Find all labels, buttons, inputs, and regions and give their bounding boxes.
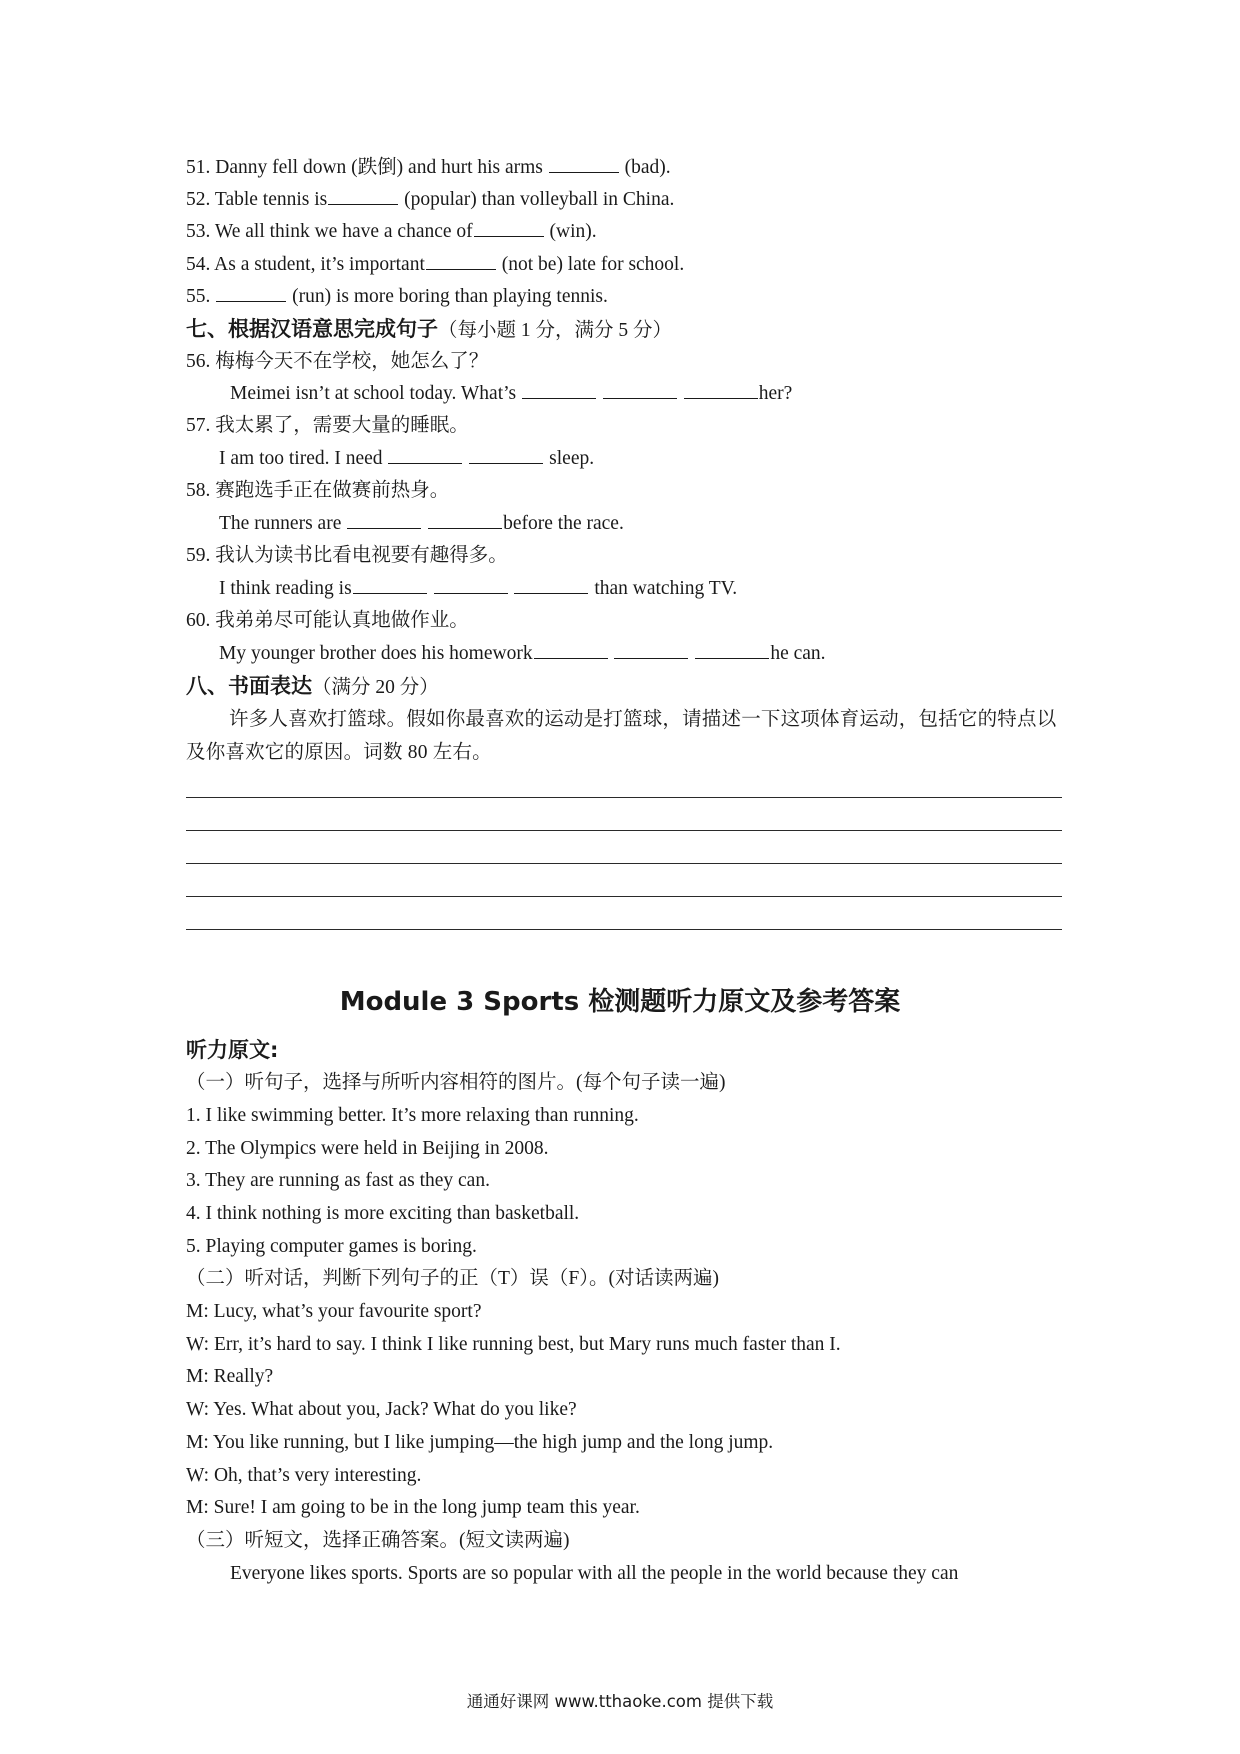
answer-blank[interactable] xyxy=(695,641,769,659)
writing-prompt: 许多人喜欢打篮球。假如你最喜欢的运动是打篮球，请描述一下这项体育运动，包括它的特点以及你喜欢它的原因。词数 80 左右。 xyxy=(186,709,1057,763)
part-1-line: 1. I like swimming better. It’s more relaxing than running. xyxy=(186,1105,639,1126)
dialogue-line: W: Oh, that’s very interesting. xyxy=(186,1465,422,1486)
writing-line[interactable] xyxy=(186,797,1062,798)
question-57-chinese: 57. 我太累了，需要大量的睡眠。 xyxy=(186,415,469,436)
answer-blank[interactable] xyxy=(347,511,421,529)
part-3-text: Everyone likes sports. Sports are so popular with all the people in the world because they can xyxy=(230,1563,959,1584)
question-59: I think reading is than watching TV. xyxy=(219,578,738,599)
dialogue-line: W: Err, it’s hard to say. I think I like running best, but Mary runs much faster than I. xyxy=(186,1334,841,1355)
section-7-heading: 七、根据汉语意思完成句子（每小题 1 分，满分 5 分） xyxy=(186,317,673,341)
question-52: 52. Table tennis is (popular) than volleyball in China. xyxy=(186,189,675,210)
listening-heading: 听力原文: xyxy=(186,1038,279,1062)
question-60: My younger brother does his homework he can. xyxy=(219,643,826,664)
part-2-title: （二）听对话，判断下列句子的正（T）误（F）。(对话读两遍) xyxy=(186,1268,719,1289)
question-53: 53. We all think we have a chance of (win). xyxy=(186,221,597,242)
answer-blank[interactable] xyxy=(426,252,496,270)
answer-blank[interactable] xyxy=(328,187,398,205)
answer-blank[interactable] xyxy=(522,381,596,399)
answer-blank[interactable] xyxy=(469,446,543,464)
question-59-chinese: 59. 我认为读书比看电视要有趣得多。 xyxy=(186,545,508,566)
question-56-chinese: 56. 梅梅今天不在学校，她怎么了？ xyxy=(186,351,489,372)
answer-blank[interactable] xyxy=(514,576,588,594)
part-3-title: （三）听短文，选择正确答案。(短文读两遍) xyxy=(186,1530,570,1551)
part-1-line: 5. Playing computer games is boring. xyxy=(186,1236,477,1257)
part-1-title: （一）听句子，选择与所听内容相符的图片。(每个句子读一遍) xyxy=(186,1072,726,1093)
answer-blank[interactable] xyxy=(474,219,544,237)
part-1-line: 4. I think nothing is more exciting than basketball. xyxy=(186,1203,580,1224)
answer-blank[interactable] xyxy=(614,641,688,659)
answer-blank[interactable] xyxy=(549,155,619,173)
page-footer: 通通好课网 www.tthaoke.com 提供下载 xyxy=(466,1692,774,1711)
answer-blank[interactable] xyxy=(434,576,508,594)
dialogue-line: M: Really? xyxy=(186,1366,274,1387)
dialogue-line: M: Sure! I am going to be in the long jump team this year. xyxy=(186,1497,640,1518)
question-58-chinese: 58. 赛跑选手正在做赛前热身。 xyxy=(186,480,450,501)
writing-line[interactable] xyxy=(186,929,1062,930)
answer-blank[interactable] xyxy=(534,641,608,659)
question-56: Meimei isn’t at school today. What’s her? xyxy=(230,383,793,404)
writing-line[interactable] xyxy=(186,863,1062,864)
answer-blank[interactable] xyxy=(684,381,758,399)
answer-key-title: Module 3 Sports 检测题听力原文及参考答案 xyxy=(339,987,901,1017)
question-51: 51. Danny fell down (跌倒) and hurt his arms (bad). xyxy=(186,157,671,178)
dialogue-line: M: You like running, but I like jumping—the high jump and the long jump. xyxy=(186,1432,774,1453)
section-8-heading: 八、书面表达（满分 20 分） xyxy=(186,674,439,698)
question-58: The runners are before the race. xyxy=(219,513,624,534)
answer-blank[interactable] xyxy=(216,284,286,302)
question-57: I am too tired. I need sleep. xyxy=(219,448,595,469)
part-1-line: 2. The Olympics were held in Beijing in 2008. xyxy=(186,1138,549,1159)
part-1-line: 3. They are running as fast as they can. xyxy=(186,1170,490,1191)
writing-line[interactable] xyxy=(186,896,1062,897)
dialogue-line: M: Lucy, what’s your favourite sport? xyxy=(186,1301,482,1322)
answer-blank[interactable] xyxy=(428,511,502,529)
question-54: 54. As a student, it’s important (not be) late for school. xyxy=(186,254,685,275)
question-55: 55. (run) is more boring than playing tennis. xyxy=(186,286,608,307)
answer-blank[interactable] xyxy=(603,381,677,399)
answer-blank[interactable] xyxy=(388,446,462,464)
question-60-chinese: 60. 我弟弟尽可能认真地做作业。 xyxy=(186,610,469,631)
answer-blank[interactable] xyxy=(353,576,427,594)
writing-line[interactable] xyxy=(186,830,1062,831)
dialogue-line: W: Yes. What about you, Jack? What do you like? xyxy=(186,1399,577,1420)
